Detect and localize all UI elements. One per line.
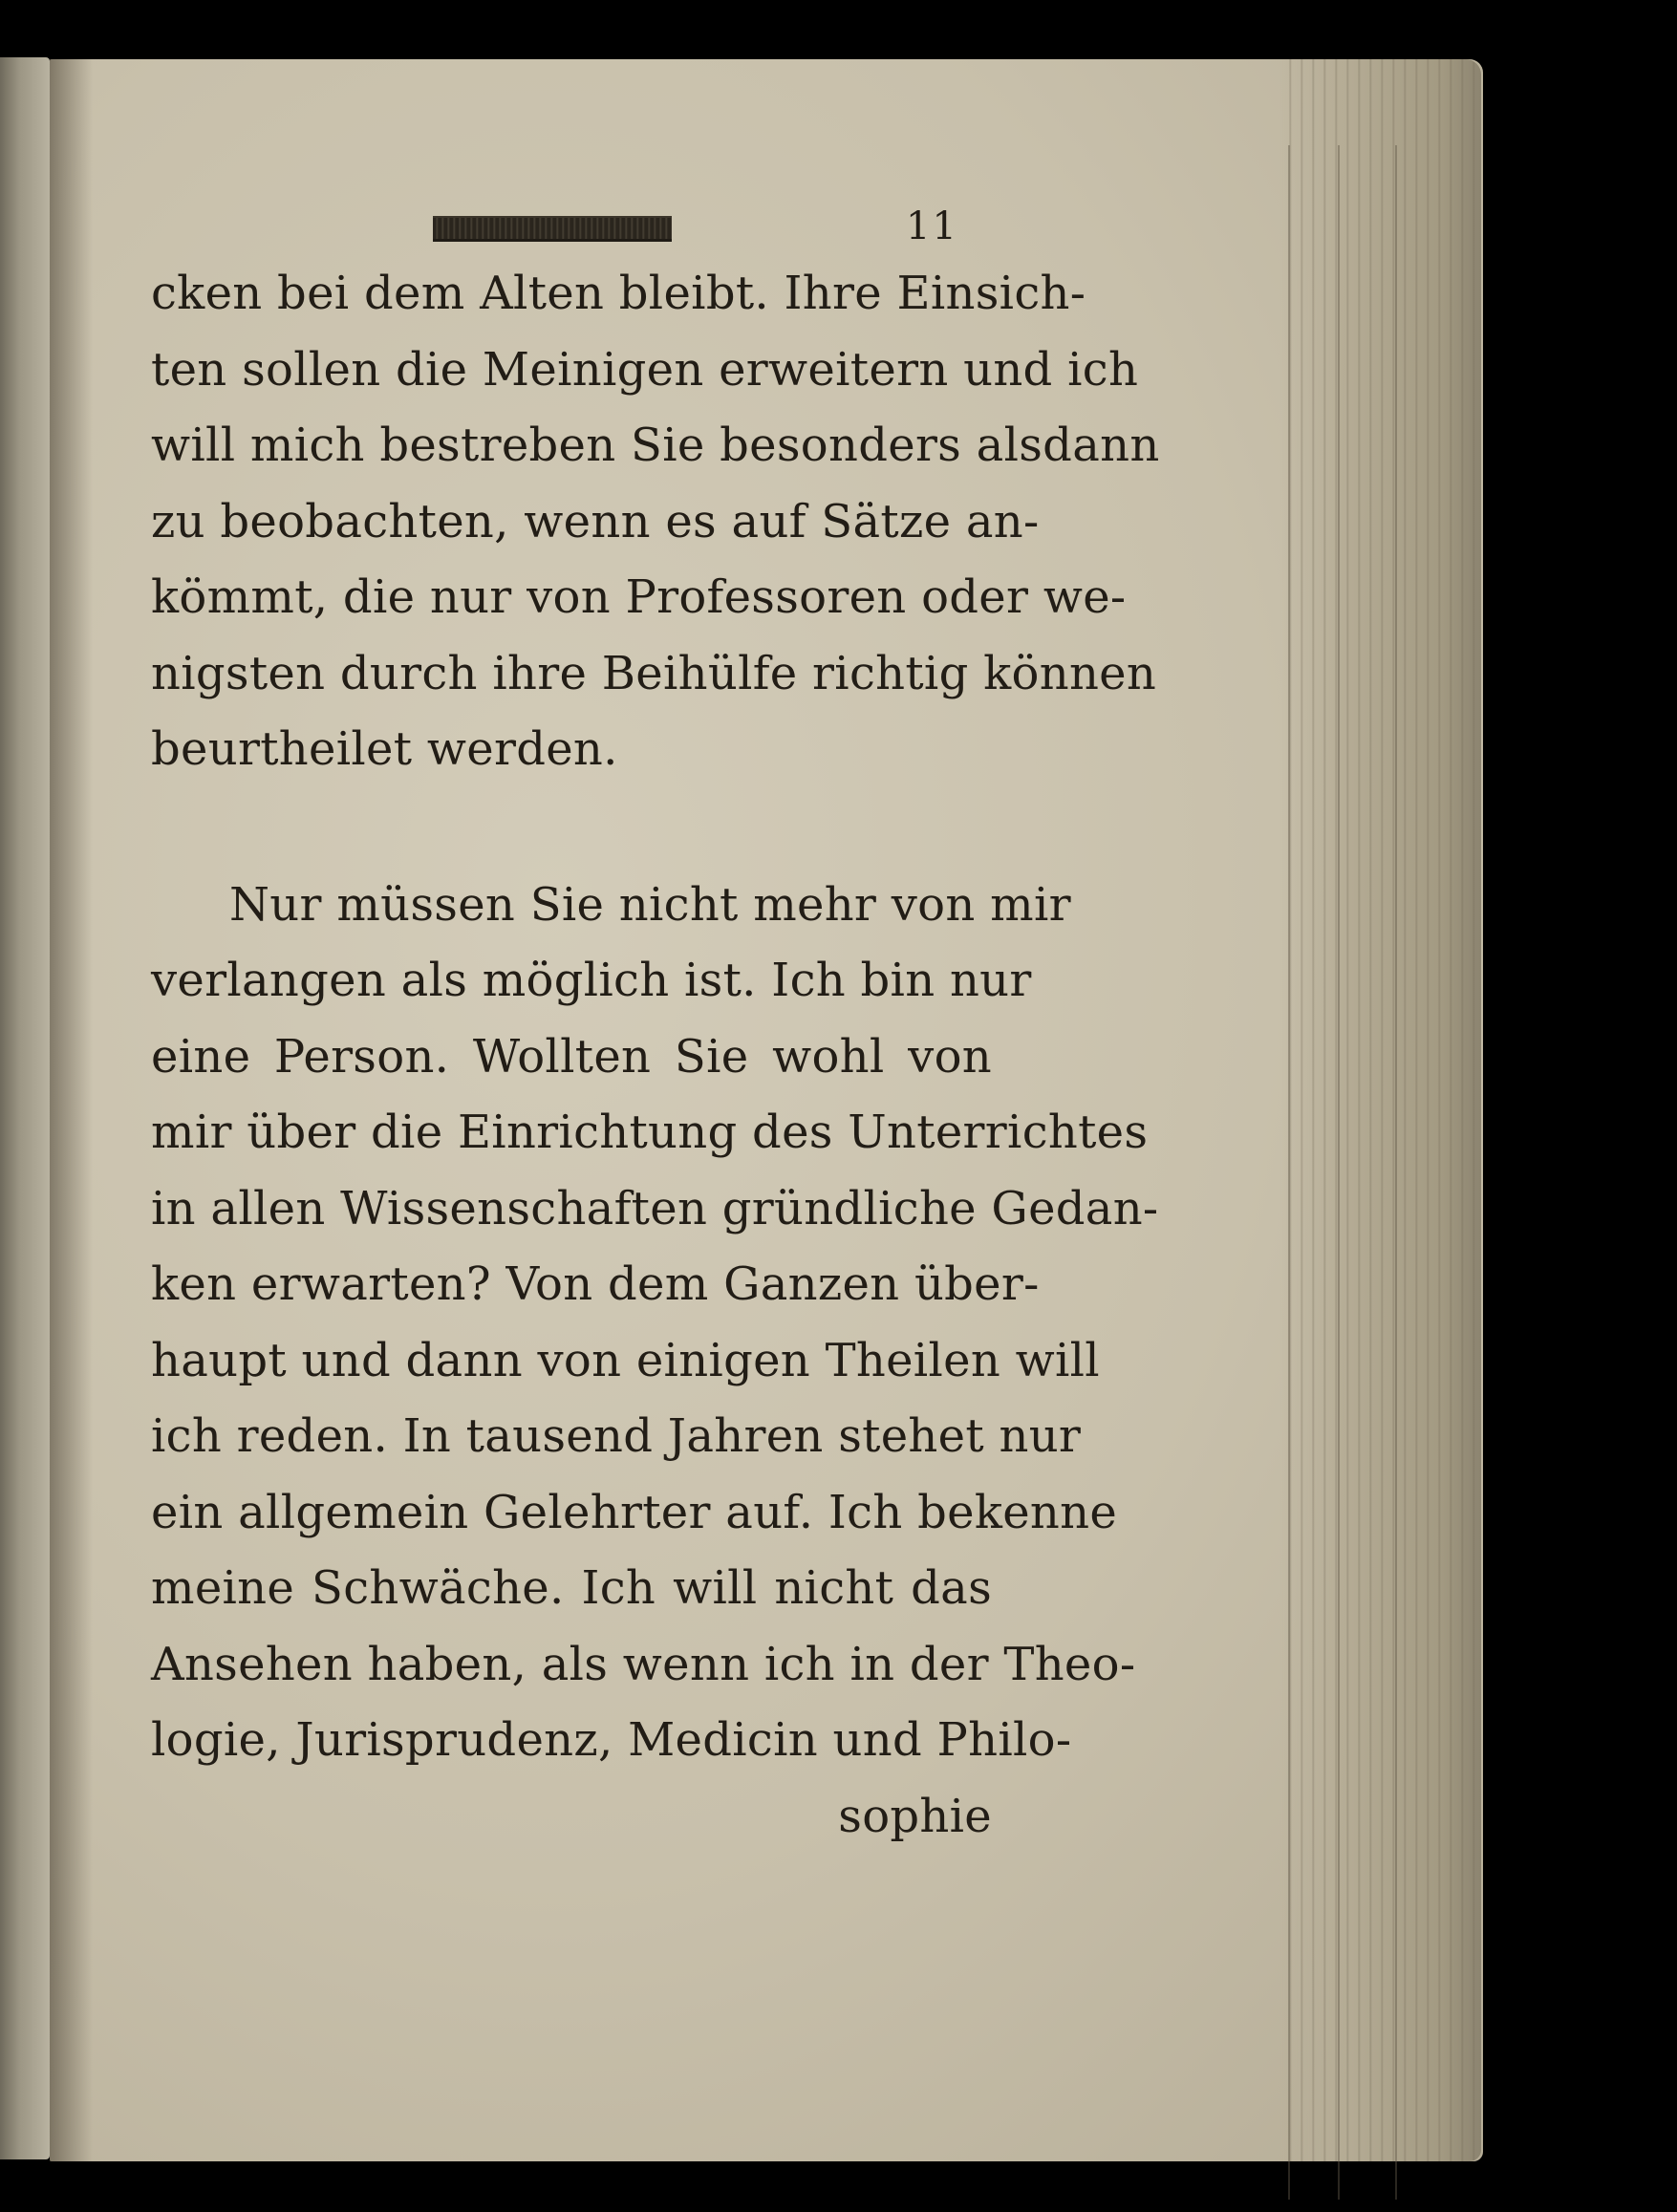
text-line: haupt und dann von einigen Theilen will — [151, 1333, 1100, 1387]
text-line: Ansehen haben, als wenn ich in der Theo- — [151, 1637, 1136, 1691]
ornament-rule — [433, 216, 672, 242]
text-line: beurtheilet werden. — [151, 722, 618, 776]
text-line: cken bei dem Alten bleibt. Ihre Einsich- — [151, 267, 1086, 320]
text-line: verlangen als möglich ist. Ich bin nur — [151, 954, 1032, 1007]
text-line: logie, Jurisprudenz, Medicin und Philo- — [151, 1713, 1072, 1767]
text-line: kömmt, die nur von Professoren oder we- — [151, 570, 1127, 624]
running-header — [151, 204, 992, 256]
text-line: in allen Wissenschaften gründliche Gedan- — [151, 1181, 1159, 1235]
text-line: ich reden. In tausend Jahren stehet nur — [151, 1409, 1082, 1463]
text-line: nigsten durch ihre Beihülfe richtig können — [151, 646, 1157, 700]
page-edge-line — [1395, 145, 1397, 2200]
text-line: ein allgemein Gelehrter auf. Ich bekenne — [151, 1485, 1118, 1539]
gutter-shadow — [50, 59, 93, 2161]
previous-page-edge — [0, 57, 50, 2159]
page-text-block — [151, 204, 1160, 1855]
paragraph — [151, 868, 1159, 1779]
text-line: mir über die Einrichtung des Unterrichtes — [151, 1106, 1149, 1159]
paragraph-gap — [151, 788, 992, 868]
page-edge-line — [1338, 145, 1340, 2200]
text-line: meine Schwäche. Ich will nicht das — [151, 1561, 992, 1615]
text-line: Nur müssen Sie nicht mehr von mir — [229, 877, 1071, 932]
paragraph — [151, 256, 1160, 788]
catchword: sophie — [838, 1789, 992, 1843]
page-edge-line — [1288, 145, 1290, 2200]
text-line: zu beobachten, wenn es auf Sätze an- — [151, 494, 1040, 548]
page-fore-edge — [1280, 59, 1481, 2161]
text-line: will mich bestreben Sie besonders alsdann — [151, 419, 1160, 472]
text-line: ten sollen die Meinigen erweitern und ich — [151, 342, 1139, 397]
text-line: eine Person. Wollten Sie wohl von — [151, 1029, 992, 1084]
page-number: 11 — [906, 204, 958, 248]
text-line: ken erwarten? Von dem Ganzen über- — [151, 1257, 1040, 1311]
